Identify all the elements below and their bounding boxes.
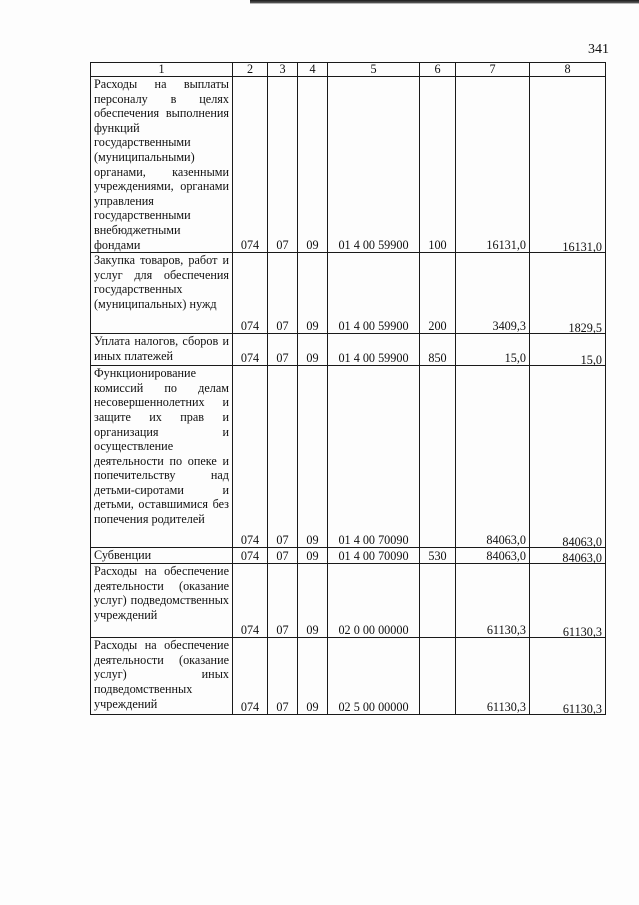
- ministry-code: 074: [233, 334, 268, 366]
- expense-name: Субвенции: [91, 548, 233, 564]
- amount-col8: 16131,0: [530, 79, 606, 255]
- ministry-code: 074: [233, 564, 268, 638]
- column-header: 5: [328, 63, 420, 77]
- amount-col8: 61130,3: [530, 566, 606, 640]
- expense-name: Расходы на обеспечение деятельности (оказание услуг) подведомственных учреждений: [91, 564, 233, 638]
- column-header: 7: [456, 63, 530, 77]
- expense-type-code: 100: [420, 77, 456, 253]
- table-row: [91, 77, 606, 253]
- target-article-code: 02 5 00 00000: [328, 638, 420, 715]
- target-article-code: 01 4 00 70090: [328, 548, 420, 564]
- section-code: 07: [268, 366, 298, 548]
- column-header: 6: [420, 63, 456, 77]
- expense-type-code: 530: [420, 548, 456, 564]
- subsection-code: 09: [298, 564, 328, 638]
- amount-col8: 15,0: [530, 336, 606, 368]
- amount-col8: 61130,3: [530, 640, 606, 717]
- expense-name: Уплата налогов, сборов и иных платежей: [91, 334, 233, 366]
- column-header: 3: [268, 63, 298, 77]
- amount-col7: 61130,3: [456, 638, 530, 715]
- expense-name: Закупка товаров, работ и услуг для обеспечения государственных (муниципальных) нужд: [91, 253, 233, 334]
- expense-type-code: 200: [420, 253, 456, 334]
- ministry-code: 074: [233, 366, 268, 548]
- amount-col8: 1829,5: [530, 255, 606, 336]
- budget-table: [90, 62, 606, 715]
- target-article-code: 02 0 00 00000: [328, 564, 420, 638]
- table-header-row: [91, 63, 606, 77]
- section-code: 07: [268, 638, 298, 715]
- scan-edge-shadow: [250, 0, 639, 4]
- table-row: [91, 253, 606, 334]
- page-number: 341: [588, 42, 609, 57]
- subsection-code: 09: [298, 638, 328, 715]
- column-header: 8: [530, 63, 606, 77]
- subsection-code: 09: [298, 366, 328, 548]
- amount-col8: 84063,0: [530, 550, 606, 566]
- target-article-code: 01 4 00 59900: [328, 253, 420, 334]
- expense-type-code: [420, 638, 456, 715]
- expense-name: Расходы на обеспечение деятельности (оказание услуг) иных подведомственных учреждений: [91, 638, 233, 715]
- section-code: 07: [268, 548, 298, 564]
- table-row: [91, 564, 606, 638]
- expense-name: Функционирование комиссий по делам несовершеннолетних и защите их прав и организация и осуществление деятельности по опеке и попечительству над детьми-сиротами и детьми, оставшимися без попечения родителей: [91, 366, 233, 548]
- amount-col7: 84063,0: [456, 366, 530, 548]
- ministry-code: 074: [233, 253, 268, 334]
- table-row: [91, 638, 606, 715]
- ministry-code: 074: [233, 77, 268, 253]
- expense-type-code: [420, 366, 456, 548]
- amount-col7: 84063,0: [456, 548, 530, 564]
- amount-col7: 15,0: [456, 334, 530, 366]
- ministry-code: 074: [233, 638, 268, 715]
- column-header: 4: [298, 63, 328, 77]
- expense-type-code: [420, 564, 456, 638]
- amount-col7: 16131,0: [456, 77, 530, 253]
- amount-col7: 61130,3: [456, 564, 530, 638]
- column-header: 2: [233, 63, 268, 77]
- section-code: 07: [268, 564, 298, 638]
- subsection-code: 09: [298, 548, 328, 564]
- section-code: 07: [268, 253, 298, 334]
- ministry-code: 074: [233, 548, 268, 564]
- subsection-code: 09: [298, 334, 328, 366]
- section-code: 07: [268, 334, 298, 366]
- expense-name: Расходы на выплаты персоналу в целях обеспечения выполнения функций государственными (муниципальными) органами, казенными учреждениями, органами управления государственными внебюджетными фондами: [91, 77, 233, 253]
- expense-type-code: 850: [420, 334, 456, 366]
- subsection-code: 09: [298, 77, 328, 253]
- target-article-code: 01 4 00 59900: [328, 77, 420, 253]
- target-article-code: 01 4 00 70090: [328, 366, 420, 548]
- table-row: [91, 334, 606, 366]
- section-code: 07: [268, 77, 298, 253]
- amount-col8: 84063,0: [530, 368, 606, 550]
- column-header: 1: [91, 63, 233, 77]
- amount-col7: 3409,3: [456, 253, 530, 334]
- table-row: [91, 548, 606, 564]
- target-article-code: 01 4 00 59900: [328, 334, 420, 366]
- table-row: [91, 366, 606, 548]
- subsection-code: 09: [298, 253, 328, 334]
